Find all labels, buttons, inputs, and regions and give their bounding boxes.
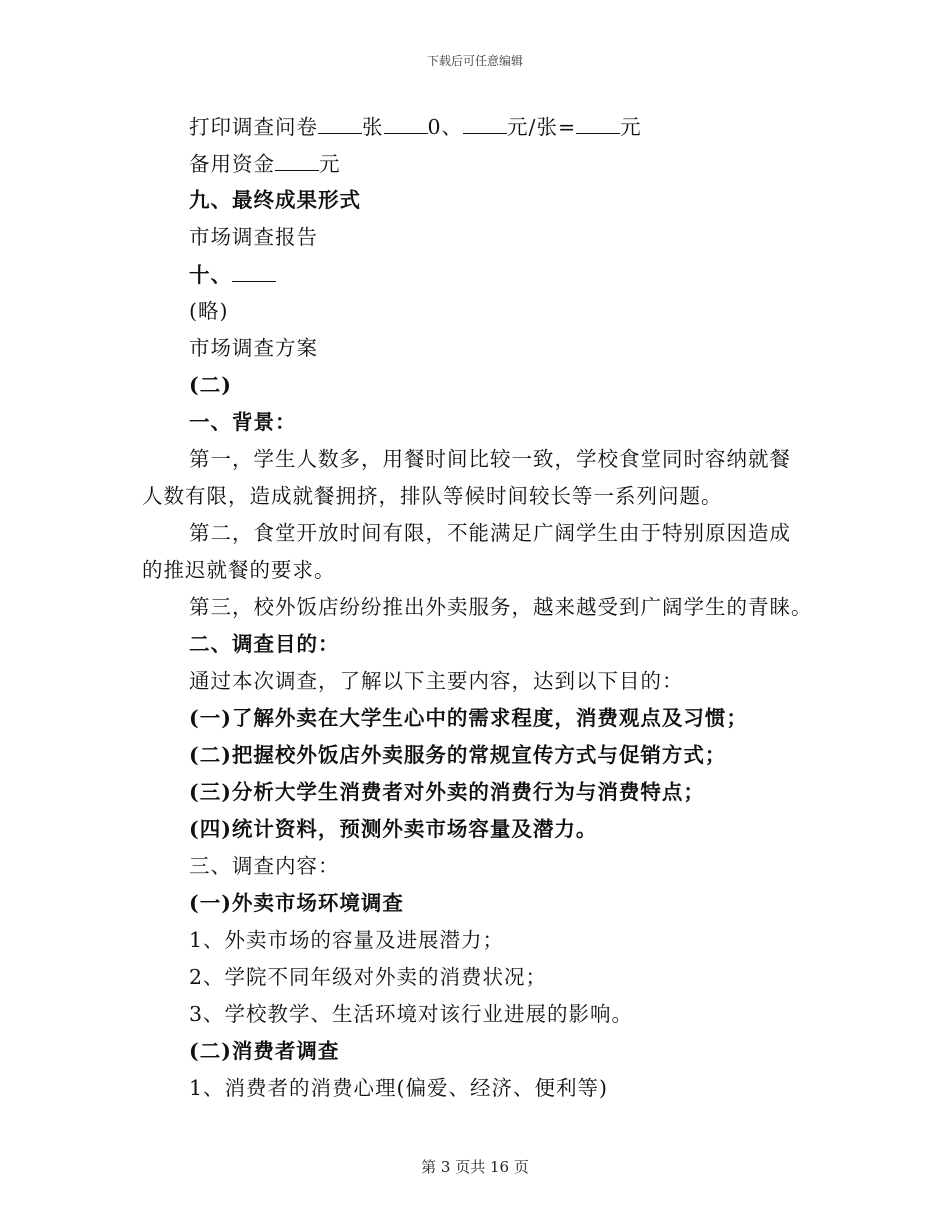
omitted-note: (略)	[189, 299, 229, 323]
page-footer: 第 3 页共 16 页	[421, 1158, 529, 1176]
blank-count	[384, 111, 428, 134]
background-3: 第三，校外饭店纷纷推出外卖服务，越来越受到广阔学生的青睐。	[189, 595, 813, 619]
print-cost-label: 打印调查问卷	[189, 115, 318, 139]
reserve-fund-line	[0, 148, 950, 185]
document-body	[0, 111, 950, 1110]
print-cost-zero: 0、	[427, 115, 464, 139]
reserve-fund-label: 备用资金	[189, 152, 275, 176]
goal-heading: 二、调查目的：	[189, 632, 340, 656]
background-1-line-2: 人数有限，造成就餐拥挤，排队等候时间较长等一系列问题。	[142, 484, 723, 508]
environment-item-1: 1、外卖市场的容量及进展潜力；	[189, 928, 505, 952]
blank-section-10	[232, 259, 276, 282]
consumer-item-1: 1、消费者的消费心理(偏爱、经济、便利等)	[189, 1076, 609, 1100]
goal-intro: 通过本次调查，了解以下主要内容，达到以下目的：	[189, 669, 684, 693]
goal-item-3: (三)分析大学生消费者对外卖的消费行为与消费特点；	[189, 780, 705, 804]
print-cost-per-sheet: 元/张=	[507, 115, 577, 139]
content-heading: 三、调查内容：	[189, 854, 340, 878]
section-9-heading: 九、最终成果形式	[189, 188, 361, 212]
print-cost-unit-sheet: 张	[362, 115, 384, 139]
environment-item-3: 3、学校教学、生活环境对该行业进展的影响。	[189, 1002, 634, 1026]
goal-item-4: (四)统计资料，预测外卖市场容量及潜力。	[189, 817, 598, 841]
section-10-label: 十、	[189, 263, 232, 287]
print-cost-line	[0, 111, 950, 148]
consumer-heading: (二)消费者调查	[189, 1039, 340, 1063]
background-heading: 一、背景：	[189, 410, 297, 434]
reserve-fund-unit: 元	[319, 152, 341, 176]
part-2-label: (二)	[189, 373, 232, 397]
background-2-line-1: 第二，食堂开放时间有限，不能满足广阔学生由于特别原因造成	[189, 521, 791, 545]
background-1-line-1: 第一，学生人数多，用餐时间比较一致，学校食堂同时容纳就餐	[189, 447, 791, 471]
blank-unit-price	[463, 111, 507, 134]
plan-title: 市场调查方案	[189, 336, 318, 360]
blank-sheets	[318, 111, 362, 134]
environment-item-2: 2、学院不同年级对外卖的消费状况；	[189, 965, 548, 989]
blank-reserve	[275, 148, 319, 171]
section-10-heading	[0, 259, 950, 296]
background-2-line-2: 的推迟就餐的要求。	[142, 558, 336, 582]
environment-heading: (一)外卖市场环境调查	[189, 891, 404, 915]
page-header: 下载后可任意编辑	[426, 54, 523, 68]
goal-item-2: (二)把握校外饭店外卖服务的常规宣传方式与促销方式；	[189, 743, 727, 767]
goal-item-1: (一)了解外卖在大学生心中的需求程度，消费观点及习惯；	[189, 706, 748, 730]
print-cost-unit-yuan: 元	[620, 115, 642, 139]
blank-total	[576, 111, 620, 134]
section-9-body: 市场调查报告	[189, 225, 318, 249]
